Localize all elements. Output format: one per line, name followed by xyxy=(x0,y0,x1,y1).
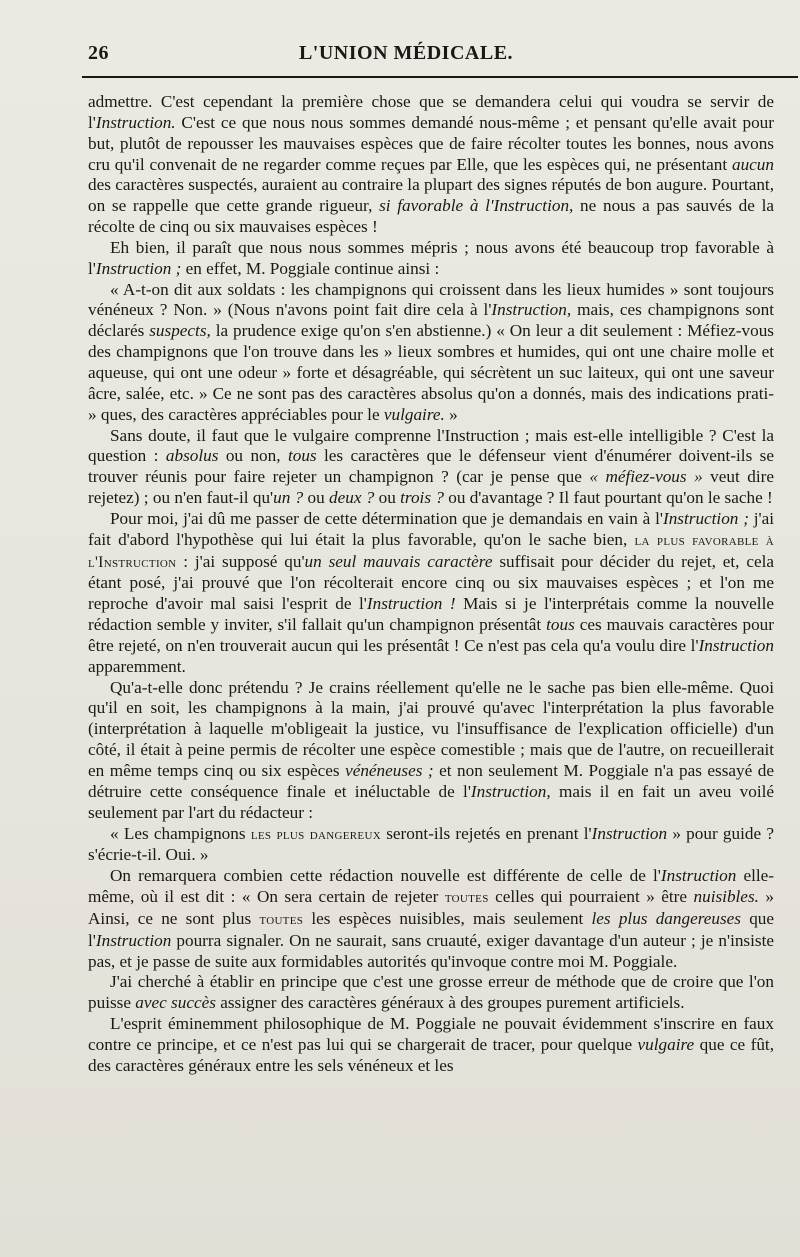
text-run: les espèces nuisibles, mais seulement xyxy=(303,908,592,928)
italic-run: un seul mauvais caractère xyxy=(304,551,493,571)
text-run: suffisait pour décider du rejet, et, cela étant posé, j'ai prouvé que l'on récolterait encore cinq ou six mauvaises espèces ; et l'on me reproche d'avoir mal saisi l'esprit de l' xyxy=(88,551,774,614)
text-run: la prudence exige qu'on s'en abstienne.) « On leur a dit seulement : Méfiez-vous des champignons que l'on trouve dans les » lieux sombres et humides, qui ont une chaire molle et aqueuse, qui ont une odeur » forte et désagréable, qui sécrètent un suc laiteux, qui ont une saveur âcre, salée, etc. » Ce ne sont pas des caractères absolus qu'on a donnés, mais des indications prati- » ques, des caractères appréciables pour le xyxy=(88,321,774,424)
italic-run: vulgaire xyxy=(637,1034,695,1054)
paragraph-3 xyxy=(88,426,774,509)
text-run: assigner des caractères généraux à des groupes purement artificiels. xyxy=(215,993,685,1013)
text-run: veut dire rejetez) ; ou n'en faut-il qu' xyxy=(88,467,774,508)
italic-run: Instruction xyxy=(591,823,668,843)
journal-title: L'UNION MÉDICALE. xyxy=(298,42,514,64)
italic-run: Instruction xyxy=(698,635,774,655)
text-run: C'est ce que nous nous sommes demandé nous-même ; et pensant qu'elle avait pour but, plutôt de repousser les mauvaises espèces que de faire récolter toutes les bonnes, nous avons cru qu'il convenait de ne regarder comme reçues par Elle, que les espèces qui, ne présentant xyxy=(88,112,774,174)
text-run: ou xyxy=(303,488,330,508)
italic-run: Instruction ; xyxy=(95,258,182,278)
italic-run: Instruction, xyxy=(491,300,572,320)
text-run: Qu'a-t-elle donc prétendu ? Je crains réellement qu'elle ne le sache pas bien elle-même. Quoi qu'il en soit, les champignons à la main, j'ai prouvé qu'avec l'interprétation la plus favorable (interprétation à laquelle m'obligeait la justice, vu l'insuffisance de l'explication officielle) d'un côté, il était à peine permis de récolter une espèce comestible ; mais que de l'autre, on recueillerait en même temps cinq ou six espèces xyxy=(88,677,774,780)
italic-run: Instruction xyxy=(95,930,172,950)
paragraph-4 xyxy=(88,509,774,678)
small-caps-run: les plus dangereux xyxy=(250,825,381,843)
text-run: en effet, M. Poggiale continue ainsi : xyxy=(181,258,440,278)
italic-run: vénéneuses ; xyxy=(345,761,434,780)
italic-run: Instruction ; xyxy=(662,508,749,528)
italic-run: les plus dangereuses xyxy=(591,908,741,928)
text-run: admettre. C'est cependant la première chose que se demandera celui qui voudra se servir de l' xyxy=(88,92,774,132)
text-run: Eh bien, il paraît que nous nous sommes mépris ; nous avons été beaucoup trop favorable à l' xyxy=(88,237,774,278)
text-run: ou non, xyxy=(218,446,288,466)
paragraph-1 xyxy=(88,92,774,238)
paragraph-2 xyxy=(88,238,774,280)
page-number: 26 xyxy=(88,42,109,64)
italic-run: absolus xyxy=(165,446,219,466)
small-caps-run: toutes xyxy=(259,910,304,928)
text-run: Sans doute, il faut que le vulgaire comprenne l'Instruction ; mais est-elle intelligible ? C'est la question : xyxy=(88,425,774,466)
small-caps-run: toutes xyxy=(444,889,489,907)
small-caps-run: la plus favorable à l'Instruction xyxy=(88,531,775,571)
italic-run: Instruction. xyxy=(95,112,176,132)
text-run: On remarquera combien cette rédaction nouvelle est différente de celle de l' xyxy=(110,866,661,886)
text-run: des caractères suspectés, auraient au contraire la plupart des signes réputés de bon augure. Pourtant, on se rappelle que cette grande rigueur, xyxy=(88,175,774,216)
italic-run: tous xyxy=(287,446,317,466)
text-run: Mais si je l'interprétais comme la nouvelle rédaction semble y inviter, s'il fallait qu'un champignon présentât xyxy=(88,594,774,635)
text-run: ne nous a pas sauvés de la récolte de cinq ou six mauvaises espèces ! xyxy=(88,196,775,237)
text-run: j'ai fait d'abord l'hypothèse qui lui était la plus favorable, qu'on le sache bien, xyxy=(88,508,774,549)
text-run: ou xyxy=(374,488,401,508)
italic-run: Instruction, xyxy=(470,781,551,801)
text-run: que ce fût, des caractères généraux entre les sels vénéneux et les xyxy=(88,1034,774,1075)
text-run: L'esprit éminemment philosophique de M. Poggiale ne pouvait évidemment s'inscrire en faux contre ce principe, et ce n'est pas lui qui se chargerait de tracer, pour quelque xyxy=(88,1014,774,1054)
text-run: ou d'avantage ? Il faut pourtant qu'on le sache ! xyxy=(443,488,773,508)
italic-run: suspects, xyxy=(149,321,211,341)
italic-run: vulgaire. xyxy=(383,404,445,424)
paragraph-8 xyxy=(88,1014,774,1077)
text-run: « A-t-on dit aux soldats : les champignons qui croissent dans les lieux humides » sont toujours vénéneux ? Non. » (Nous n'avons point fait dire cela à l' xyxy=(88,279,774,320)
text-run: ces mauvais caractères pour être rejeté, on n'en trouverait aucun qui les présentât ! Ce n'est pas cela qu'a voulu dire l' xyxy=(88,615,774,655)
italic-run: nuisibles. xyxy=(693,887,759,907)
text-run: « Les champignons xyxy=(110,823,251,843)
text-run: » pour guide ? s'écrie-t-il. Oui. » xyxy=(88,823,774,865)
running-head xyxy=(88,42,774,72)
italic-run: « méfiez-vous » xyxy=(589,467,703,487)
paragraph-7 xyxy=(88,972,774,1014)
quote-paragraph-2 xyxy=(88,824,774,867)
italic-run: si favorable à l'Instruction, xyxy=(379,196,574,216)
italic-run: deux ? xyxy=(329,488,375,508)
text-run: » Ainsi, ce ne sont plus xyxy=(88,887,775,928)
italic-run: aucun xyxy=(731,154,774,174)
text-run: » xyxy=(444,404,458,424)
text-run: celles qui pourraient » être xyxy=(488,887,694,907)
text-run: les caractères que le défenseur vient d'énumérer doivent-ils se trouver réunis pour faire rejeter un champignon ? (car je pense que xyxy=(88,446,774,487)
italic-run: tous xyxy=(546,615,575,635)
italic-run: Instruction ! xyxy=(366,594,456,614)
text-run: que l' xyxy=(88,908,775,950)
text-run: apparemment. xyxy=(88,656,186,676)
italic-run: avec succès xyxy=(135,993,216,1013)
text-run: mais, ces champignons sont déclarés xyxy=(88,300,774,341)
text-run: : j'ai supposé qu' xyxy=(176,551,305,571)
italic-run: Instruction xyxy=(660,866,737,886)
italic-run: un ? xyxy=(273,488,304,508)
text-run: Pour moi, j'ai dû me passer de cette détermination que je demandais en vain à l' xyxy=(110,508,663,528)
text-run: et non seulement M. Poggiale n'a pas essayé de détruire cette conséquence finale et inéluctable de l' xyxy=(88,761,774,801)
text-run: elle-même, où il est dit : « On sera certain de rejeter xyxy=(88,866,774,907)
italic-run: trois ? xyxy=(400,488,444,508)
paragraph-5 xyxy=(88,678,774,824)
text-run: seront-ils rejetés en prenant l' xyxy=(380,823,592,843)
paragraph-6 xyxy=(88,866,774,972)
text-run: mais il en fait un aveu voilé seulement par l'art du rédacteur : xyxy=(88,781,775,822)
header-rule xyxy=(82,76,798,78)
quote-paragraph-1 xyxy=(88,280,774,426)
text-run: pourra signaler. On ne saurait, sans cruauté, exiger davantage d'un auteur ; je n'insiste pas, et je passe de suite aux formidables autorités qu'invoque contre moi M. Poggiale. xyxy=(88,930,774,971)
text-run: J'ai cherché à établir en principe que c'est une grosse erreur de méthode que de croire que l'on puisse xyxy=(88,972,774,1013)
article-body xyxy=(88,92,774,1077)
